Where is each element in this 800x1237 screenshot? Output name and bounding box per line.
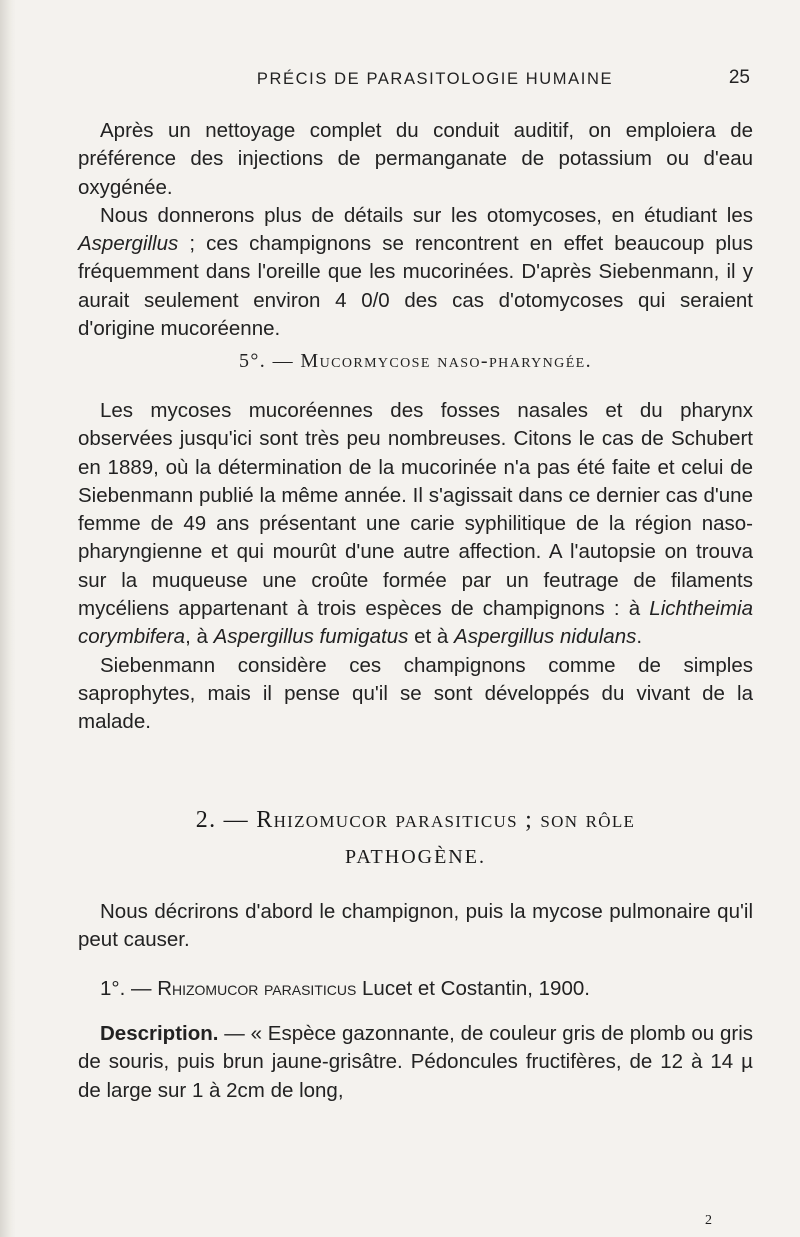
chapter-heading-2: [78, 802, 753, 876]
text-block-1: [78, 117, 753, 343]
paragraph: Description. — « Espèce gazonnante, de couleur gris de plomb ou gris de souris, puis brun jaune-grisâtre. Pédoncules fructifères, de 12 à 14 µ de large sur 1 à 2cm de long,: [78, 1022, 753, 1102]
text-block-3: [78, 898, 753, 955]
section-heading-1: 1°. — Rhizomucor parasiticus Lucet et Costantin, 1900.: [100, 977, 590, 1000]
page-number: 25: [728, 67, 750, 88]
paragraph: Nous décrirons d'abord le champignon, puis la mycose pulmonaire qu'il peut causer.: [78, 900, 753, 952]
description-label: Description.: [100, 1022, 219, 1045]
printer-signature: 2: [705, 1213, 712, 1228]
paragraph: Nous donnerons plus de détails sur les otomycoses, en étudiant les Aspergillus ; ces champignons se rencontrent en effet beaucoup plus fréquemment dans l'oreille que les mucorinées. D'après Siebenmann, il y aurait seulement environ 4 0/0 des cas d'otomycoses qui seraient d'origine mucoréenne.: [78, 203, 753, 341]
taxon-name: Lichtheimia corymbifera: [78, 597, 753, 649]
taxon-name: Aspergillus: [78, 232, 179, 256]
taxon-name: Aspergillus nidulans: [454, 625, 637, 649]
taxon-name: Rhizomucor parasiticus: [157, 977, 357, 1000]
paragraph: Après un nettoyage complet du conduit auditif, on emploiera de préférence des injections de permanganate de potassium ou d'eau oxygénée.: [78, 119, 753, 199]
section-heading-5: 5°. — Mucormycose naso-pharyngée.: [238, 350, 592, 372]
taxon-name: Aspergillus fumigatus: [213, 625, 409, 649]
paragraph: Siebenmann considère ces champignons comme de simples saprophytes, mais il pense qu'il se sont développés du vivant de la malade.: [78, 653, 753, 734]
chapter-heading-line-1: 2. — Rhizomucor parasiticus ; son rôle: [195, 807, 636, 833]
chapter-heading-line-2: PATHOGÈNE.: [345, 846, 486, 868]
running-title: PRÉCIS DE PARASITOLOGIE HUMAINE: [256, 70, 614, 88]
text-block-4: [78, 1020, 753, 1105]
section-title: Mucormycose naso-pharyngée.: [300, 350, 592, 372]
paragraph: Les mycoses mucoréennes des fosses nasales et du pharynx observées jusqu'ici sont très peu nombreuses. Citons le cas de Schubert en 1889, où la détermination de la mucorinée n'a pas été faite et celui de Siebenmann publié la même année. Il s'agissait dans ce dernier cas d'une femme de 49 ans présentant une carie syphilitique de la région naso-pharyngienne et qui mourût d'une autre affection. A l'autopsie on trouva sur la muqueuse une croûte formée par un feutrage de filaments mycéliens appartenant à trois espèces de champignons : à Lichtheimia corymbifera, à Aspergillus fumigatus et à Aspergillus nidulans.: [78, 399, 753, 649]
text-block-2: [78, 397, 753, 737]
